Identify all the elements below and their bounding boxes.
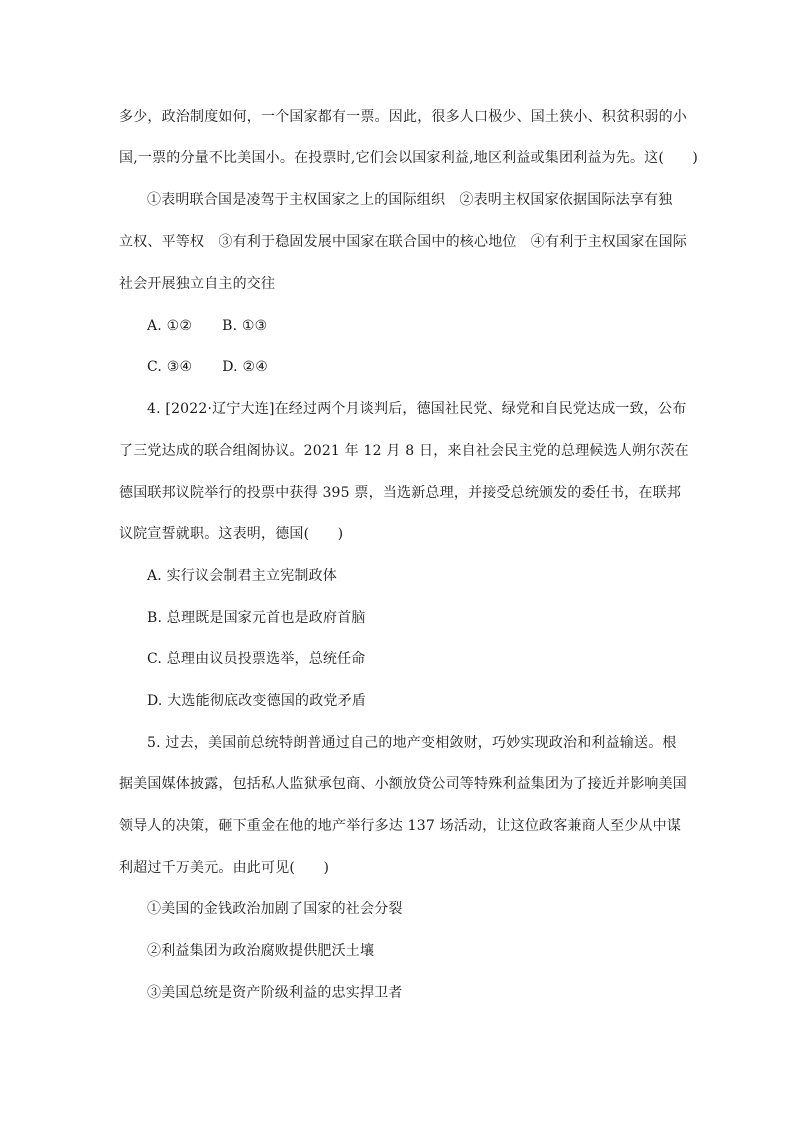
q5-statement-1: ①美国的金钱政治加剧了国家的社会分裂: [147, 901, 403, 917]
q4-option-b[interactable]: B. 总理既是国家元首也是政府首脑: [147, 610, 366, 626]
q3-options-row-2: [147, 357, 268, 377]
q4-option-a[interactable]: A. 实行议会制君主立宪制政体: [147, 568, 338, 584]
q3-statement-line-2: 立权、平等权 ③有利于稳固发展中国家在联合国中的核心地位 ④有利于主权国家在国际: [119, 234, 687, 250]
q3-statement-line-3: 社会开展独立自主的交往: [119, 276, 276, 292]
q4-option-d[interactable]: D. 大选能彻底改变德国的政党矛盾: [147, 693, 367, 709]
q3-option-c[interactable]: C. ③④: [147, 359, 193, 375]
q5-stem-line-2: 据美国媒体披露，包括私人监狱承包商、小额放贷公司等特殊利益集团为了接近并影响美国: [119, 776, 687, 792]
q4-stem-line-4: 议院宣誓就职。这表明，德国( ): [119, 526, 344, 542]
q5-statement-3: ③美国总统是资产阶级利益的忠实捍卫者: [147, 985, 403, 1001]
q3-option-a[interactable]: A. ①②: [147, 318, 193, 334]
q3-option-b[interactable]: B. ①③: [222, 318, 268, 334]
q3-statement-line-1: ①表明联合国是凌驾于主权国家之上的国际组织 ②表明主权国家依据国际法享有独: [147, 192, 673, 208]
q5-stem-line-3: 领导人的决策，砸下重金在他的地产举行多达 137 场活动，让这位政客兼商人至少从中谋: [119, 818, 682, 834]
q5-statement-2: ②利益集团为政治腐败提供肥沃土壤: [147, 943, 375, 959]
q4-stem-line-2: 了三党达成的联合组阁协议。2021 年 12 月 8 日，来自社会民主党的总理候选人朔尔茨在: [119, 443, 689, 459]
q3-options-row-1: [147, 316, 267, 336]
q4-stem-line-3: 德国联邦议院举行的投票中获得 395 票，当选新总理，并接受总统颁发的委任书，在联邦: [119, 485, 682, 501]
q3-text-line-2: 国,一票的分量不比美国小。在投票时,它们会以国家利益,地区利益或集团利益为先。这( ): [119, 150, 699, 166]
q3-text-line-1: 多少，政治制度如何，一个国家都有一票。因此，很多人口极少、国土狭小、积贫积弱的小: [119, 109, 687, 125]
q4-stem-line-1: 4. [2022·辽宁大连]在经过两个月谈判后，德国社民党、绿党和自民党达成一致，公布: [147, 401, 687, 417]
q5-stem-line-1: 5. 过去，美国前总统特朗普通过自己的地产变相敛财，巧妙实现政治和利益输送。根: [147, 735, 677, 751]
q3-option-d[interactable]: D. ②④: [222, 359, 268, 375]
q4-option-c[interactable]: C. 总理由议员投票选举，总统任命: [147, 651, 366, 667]
q5-stem-line-4: 利超过千万美元。由此可见( ): [119, 860, 330, 876]
